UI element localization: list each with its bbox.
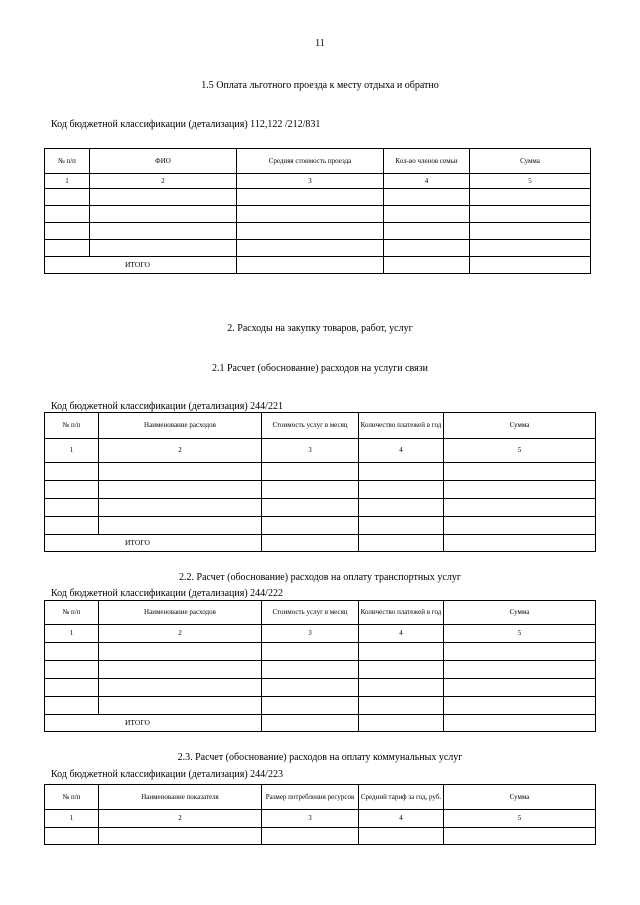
section-2-2-kbk: Код бюджетной классификации (детализация) 244/222 xyxy=(51,588,283,599)
empty-cell xyxy=(237,189,384,206)
table-2-3 xyxy=(44,784,596,845)
empty-cell xyxy=(470,206,591,223)
number-cell: 1 xyxy=(45,625,99,643)
section-2-1-title: 2.1 Расчет (обоснование) расходов на услуги связи xyxy=(211,363,429,374)
number-cell: 3 xyxy=(262,810,359,828)
empty-cell xyxy=(90,223,237,240)
number-cell: 3 xyxy=(237,174,384,189)
empty-cell xyxy=(262,535,359,552)
header-cell: Сумма xyxy=(444,785,596,810)
empty-cell xyxy=(470,223,591,240)
header-cell: Размер потребления ресурсов xyxy=(262,785,359,810)
table-row xyxy=(45,463,596,481)
header-cell: Стоимость услуг в месяц xyxy=(262,601,359,625)
empty-cell xyxy=(470,240,591,257)
column-number-row xyxy=(45,625,596,643)
empty-cell xyxy=(262,715,359,732)
total-row xyxy=(45,257,591,274)
section-2-1-kbk: Код бюджетной классификации (детализация) 244/221 xyxy=(51,401,283,412)
header-cell: Стоимость услуг в месяц xyxy=(262,413,359,439)
header-cell: Количество платежей в год xyxy=(359,601,444,625)
empty-cell xyxy=(99,679,262,697)
empty-cell xyxy=(470,257,591,274)
header-cell: Наименование расходов xyxy=(99,413,262,439)
empty-cell xyxy=(444,463,596,481)
empty-cell xyxy=(45,481,99,499)
number-cell: 1 xyxy=(45,174,90,189)
table-header-row xyxy=(45,601,596,625)
empty-cell xyxy=(237,240,384,257)
empty-cell xyxy=(45,661,99,679)
number-cell: 1 xyxy=(45,810,99,828)
empty-cell xyxy=(262,828,359,845)
table-row xyxy=(45,499,596,517)
section-1-5-title: 1.5 Оплата льготного проезда к месту отдыха и обратно xyxy=(201,80,439,91)
header-cell: Кол-во членов семьи xyxy=(384,149,470,174)
number-cell: 3 xyxy=(262,439,359,463)
empty-cell xyxy=(45,463,99,481)
section-2-3-kbk: Код бюджетной классификации (детализация) 244/223 xyxy=(51,769,283,780)
empty-cell xyxy=(45,189,90,206)
empty-cell xyxy=(359,643,444,661)
table-row xyxy=(45,828,596,845)
empty-cell xyxy=(359,715,444,732)
header-cell: Наименование показателя xyxy=(99,785,262,810)
empty-cell xyxy=(359,499,444,517)
table-header-row xyxy=(45,785,596,810)
empty-cell xyxy=(359,828,444,845)
table-2-1 xyxy=(44,412,596,552)
empty-cell xyxy=(359,463,444,481)
empty-cell xyxy=(470,189,591,206)
empty-cell xyxy=(99,499,262,517)
empty-cell xyxy=(444,643,596,661)
total-row xyxy=(45,535,596,552)
empty-cell xyxy=(99,463,262,481)
empty-cell xyxy=(262,463,359,481)
empty-cell xyxy=(359,679,444,697)
total-label: ИТОГО xyxy=(45,257,237,274)
number-cell: 5 xyxy=(470,174,591,189)
table-row xyxy=(45,189,591,206)
total-row xyxy=(45,715,596,732)
number-cell: 5 xyxy=(444,810,596,828)
empty-cell xyxy=(99,661,262,679)
header-cell: ФИО xyxy=(90,149,237,174)
number-cell: 2 xyxy=(99,810,262,828)
section-1-5-kbk: Код бюджетной классификации (детализация) 112,122 /212/831 xyxy=(51,119,321,130)
empty-cell xyxy=(99,481,262,499)
table-row xyxy=(45,661,596,679)
header-cell: № п/п xyxy=(45,149,90,174)
page-number: 11 xyxy=(315,38,325,49)
table-row xyxy=(45,679,596,697)
column-number-row xyxy=(45,439,596,463)
table-header-row xyxy=(45,413,596,439)
table-header-row xyxy=(45,149,591,174)
table-row xyxy=(45,481,596,499)
table-2-2 xyxy=(44,600,596,732)
empty-cell xyxy=(45,517,99,535)
column-number-row xyxy=(45,174,591,189)
header-cell: № п/п xyxy=(45,601,99,625)
header-cell: Средняя стоимость проезда xyxy=(237,149,384,174)
empty-cell xyxy=(99,517,262,535)
section-2-title: 2. Расходы на закупку товаров, работ, услуг xyxy=(227,323,413,334)
empty-cell xyxy=(359,661,444,679)
number-cell: 4 xyxy=(359,625,444,643)
empty-cell xyxy=(99,697,262,715)
number-cell: 4 xyxy=(359,439,444,463)
section-2-3-title: 2.3. Расчет (обоснование) расходов на оплату коммунальных услуг xyxy=(177,752,463,763)
empty-cell xyxy=(359,535,444,552)
empty-cell xyxy=(262,481,359,499)
header-cell: Средний тариф за год, руб. xyxy=(359,785,444,810)
section-2-2-title: 2.2. Расчет (обоснование) расходов на оплату транспортных услуг xyxy=(179,572,461,583)
header-cell: Сумма xyxy=(444,413,596,439)
total-label: ИТОГО xyxy=(45,715,262,732)
empty-cell xyxy=(359,697,444,715)
empty-cell xyxy=(262,661,359,679)
empty-cell xyxy=(45,240,90,257)
empty-cell xyxy=(444,499,596,517)
header-cell: Количество платежей в год xyxy=(359,413,444,439)
header-cell: Сумма xyxy=(470,149,591,174)
empty-cell xyxy=(262,499,359,517)
empty-cell xyxy=(262,643,359,661)
empty-cell xyxy=(384,240,470,257)
number-cell: 1 xyxy=(45,439,99,463)
empty-cell xyxy=(237,257,384,274)
empty-cell xyxy=(45,697,99,715)
empty-cell xyxy=(45,643,99,661)
empty-cell xyxy=(45,206,90,223)
empty-cell xyxy=(444,679,596,697)
empty-cell xyxy=(384,257,470,274)
number-cell: 3 xyxy=(262,625,359,643)
table-row xyxy=(45,643,596,661)
empty-cell xyxy=(444,517,596,535)
empty-cell xyxy=(90,189,237,206)
empty-cell xyxy=(262,697,359,715)
table-row xyxy=(45,697,596,715)
table-row xyxy=(45,517,596,535)
number-cell: 5 xyxy=(444,439,596,463)
number-cell: 5 xyxy=(444,625,596,643)
empty-cell xyxy=(45,679,99,697)
empty-cell xyxy=(359,517,444,535)
empty-cell xyxy=(384,223,470,240)
empty-cell xyxy=(359,481,444,499)
empty-cell xyxy=(444,697,596,715)
table-1-5 xyxy=(44,148,591,274)
empty-cell xyxy=(384,206,470,223)
empty-cell xyxy=(384,189,470,206)
header-cell: Наименование расходов xyxy=(99,601,262,625)
empty-cell xyxy=(99,828,262,845)
table-row xyxy=(45,223,591,240)
empty-cell xyxy=(99,643,262,661)
total-label: ИТОГО xyxy=(45,535,262,552)
empty-cell xyxy=(444,715,596,732)
empty-cell xyxy=(90,206,237,223)
table-row xyxy=(45,240,591,257)
empty-cell xyxy=(237,206,384,223)
empty-cell xyxy=(444,828,596,845)
empty-cell xyxy=(262,679,359,697)
header-cell: № п/п xyxy=(45,785,99,810)
empty-cell xyxy=(444,535,596,552)
header-cell: № п/п xyxy=(45,413,99,439)
header-cell: Сумма xyxy=(444,601,596,625)
number-cell: 2 xyxy=(99,625,262,643)
number-cell: 4 xyxy=(384,174,470,189)
number-cell: 4 xyxy=(359,810,444,828)
empty-cell xyxy=(444,661,596,679)
empty-cell xyxy=(444,481,596,499)
table-row xyxy=(45,206,591,223)
number-cell: 2 xyxy=(99,439,262,463)
empty-cell xyxy=(237,223,384,240)
empty-cell xyxy=(45,223,90,240)
empty-cell xyxy=(90,240,237,257)
empty-cell xyxy=(45,828,99,845)
column-number-row xyxy=(45,810,596,828)
empty-cell xyxy=(45,499,99,517)
number-cell: 2 xyxy=(90,174,237,189)
empty-cell xyxy=(262,517,359,535)
